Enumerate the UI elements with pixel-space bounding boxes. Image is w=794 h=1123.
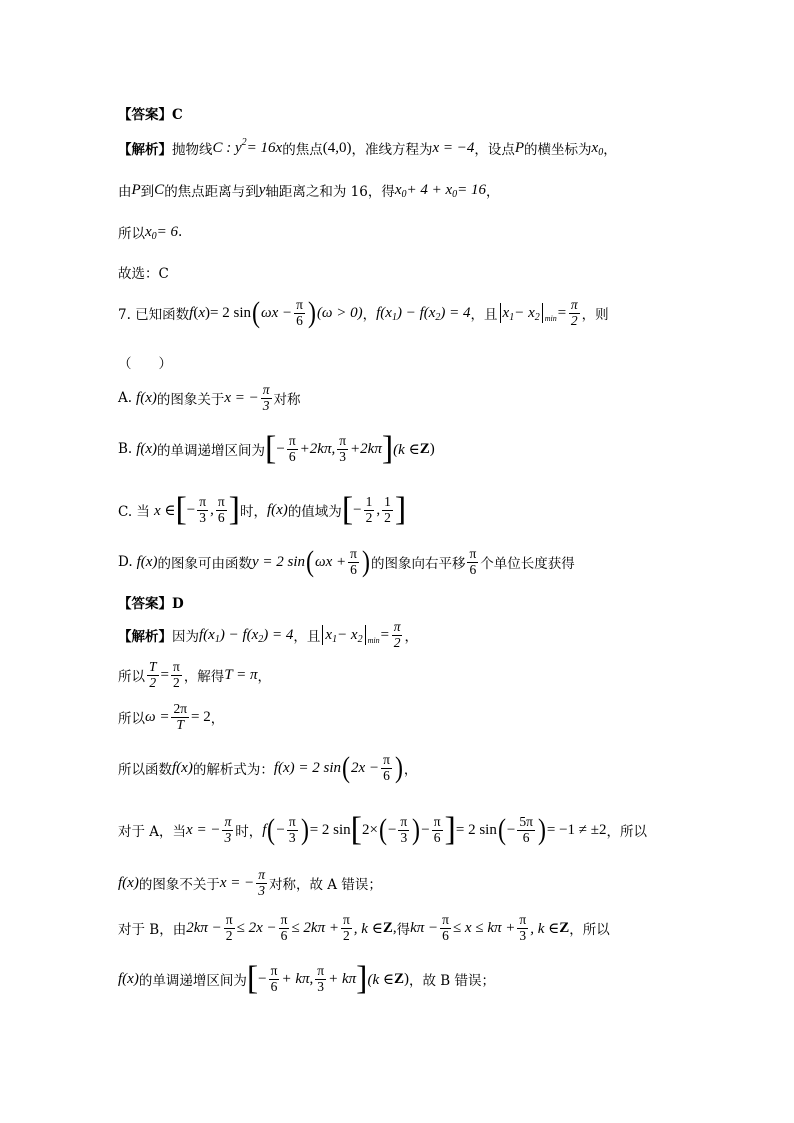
formula: f ( x ) = 2 sin ( ωx − $\frac{\pi}{6}$ ) (ω > 0) <box>189 296 363 330</box>
formula: x ∈ [ − $\frac{\pi}{3}$ , $\frac{\pi}{6}$ ] <box>153 491 240 528</box>
formula: x = − $\frac{\pi}{3}$ <box>186 813 232 845</box>
formula: $\frac{T}{2}$ = $\frac{\pi}{2}$ <box>149 659 180 690</box>
analysis-line-6-1 <box>118 138 617 158</box>
formula: x = − $\frac{\pi}{3}$ <box>219 867 265 898</box>
text: 所以 <box>118 669 145 686</box>
formula: (4,0) <box>322 139 352 156</box>
formula: f(x) <box>118 874 139 891</box>
text: 故选：C <box>118 266 169 282</box>
text: （ ） <box>118 356 172 372</box>
option-label: C. 当 <box>118 504 150 520</box>
answer-tag: 【答案】D <box>118 596 184 612</box>
text: ，解得 <box>183 669 225 686</box>
text: ， <box>603 142 617 158</box>
text: 时， <box>235 824 263 840</box>
option-label: B. <box>118 441 133 457</box>
answer-tag: 【答案】C <box>118 107 183 123</box>
text: ， <box>362 307 377 324</box>
formula: f(x 1 ) − f(x 2 ) = 4 <box>199 626 294 645</box>
text: 由 <box>118 184 132 200</box>
formula: f(x) <box>136 440 158 457</box>
text: 的图象向右平移 <box>370 556 466 573</box>
formula: C <box>154 181 165 198</box>
formula: C : y 2 = 16x <box>212 136 283 156</box>
formula: x 0 = 6 <box>145 223 179 242</box>
text: 对于 B，由 <box>118 922 187 939</box>
option-a <box>118 383 301 414</box>
text: 的图象不关于 <box>138 877 220 894</box>
text: 因为 <box>172 629 199 646</box>
analysis-line-7-3 <box>118 702 224 733</box>
formula: x 1 − x 2 min = $\frac{\pi}{2}$ <box>320 620 404 651</box>
text: 所以 <box>118 226 145 242</box>
text: 的单调递增区间为 <box>157 443 266 459</box>
formula: x 1 − x 2 min = $\frac{\pi}{2}$ <box>498 298 582 329</box>
text: ， <box>257 669 272 686</box>
formula: ω = $\frac{2\pi}{T}$ = 2 <box>145 701 211 732</box>
analysis-line-6-2 <box>118 180 500 200</box>
text: 的图象可由函数 <box>157 556 252 573</box>
answer-line-6 <box>118 103 183 123</box>
formula: y = 2 sin ( ωx + $\frac{\pi}{6}$ ) <box>251 545 370 579</box>
formula: f(x 1 ) − f(x 2 ) = 4 <box>376 304 471 323</box>
option-label: D. <box>118 554 133 571</box>
analysis-line-7-5 <box>118 813 647 847</box>
text: 对称 <box>273 392 301 409</box>
text: ，所以 <box>569 922 610 939</box>
text: 的单调递增区间为 <box>138 973 247 989</box>
text: 到 <box>140 184 155 200</box>
analysis-line-7-8 <box>118 962 495 996</box>
text: ，且 <box>470 307 498 324</box>
analysis-line-7-1 <box>118 620 418 651</box>
text: 对于 A，当 <box>118 824 187 840</box>
text: ， <box>404 629 418 646</box>
analysis-line-7-2 <box>118 660 271 691</box>
text: ，所以 <box>606 824 648 840</box>
formula: f(x) = 2 sin ( 2x − $\frac{\pi}{6}$ ) <box>273 751 403 785</box>
formula: x = −4 <box>432 139 475 156</box>
analysis-line-7-6 <box>118 868 382 899</box>
formula: f(x) <box>136 553 158 570</box>
text: 的横坐标为 <box>524 142 592 158</box>
text: ，则 <box>581 307 609 324</box>
text: ， <box>210 711 225 728</box>
text: 轴距离之和为 16，得 <box>265 184 395 200</box>
text: ，设点 <box>474 142 515 158</box>
formula: f(x) <box>136 389 157 406</box>
choice-line-6 <box>118 262 169 282</box>
text: ， <box>403 762 418 779</box>
text: ，故 B 错误； <box>408 973 495 989</box>
text: 得 <box>396 922 411 939</box>
text: ，准线方程为 <box>351 142 433 158</box>
text: 所以函数 <box>118 762 172 779</box>
option-d <box>118 547 575 578</box>
text: 所以 <box>118 711 145 728</box>
formula: [ − $\frac{\pi}{6}$ + kπ, $\frac{\pi}{3}$ + kπ ] (k ∈ Z ) <box>246 960 409 997</box>
text: 7. 已知函数 <box>118 307 190 324</box>
text: ，且 <box>293 629 321 646</box>
analysis-line-7-7 <box>118 913 610 944</box>
formula: f(x) <box>118 970 139 987</box>
formula: x = − $\frac{\pi}{3}$ <box>224 382 270 413</box>
question-7-stem <box>118 298 609 329</box>
formula: y <box>258 181 266 198</box>
text: 的焦点距离与到 <box>164 184 259 200</box>
option-c <box>118 493 406 527</box>
analysis-line-6-3 <box>118 222 182 242</box>
formula: [ − $\frac{1}{2}$ , $\frac{1}{2}$ ] <box>341 491 407 528</box>
formula: x 0 <box>591 139 604 158</box>
text: 对称，故 A 错误； <box>269 877 382 894</box>
formula: f(x) <box>266 501 288 518</box>
text: 的焦点 <box>282 142 323 158</box>
text: ， <box>486 184 500 200</box>
question-7-paren <box>118 352 172 372</box>
text: 时， <box>239 504 267 520</box>
analysis-tag: 【解析】 <box>118 629 172 646</box>
analysis-tag: 【解析】 <box>118 142 172 158</box>
formula: x 0 + 4 + x 0 = 16 <box>394 181 487 200</box>
formula: f(x) <box>172 759 193 776</box>
formula: kπ − $\frac{\pi}{6}$ ≤ x ≤ kπ + $\frac{\pi}{3}$ , k ∈ Z <box>410 912 570 943</box>
text: 个单位长度获得 <box>480 556 575 573</box>
formula: T = π <box>224 666 258 683</box>
analysis-line-7-4 <box>118 753 417 784</box>
text: 抛物线 <box>172 142 213 158</box>
text: 的值域为 <box>287 504 342 520</box>
formula: 2kπ − $\frac{\pi}{2}$ ≤ 2x − $\frac{\pi}{6}$ ≤ 2kπ + $\frac{\pi}{2}$ , k ∈ Z , <box>186 912 397 943</box>
formula: P <box>514 139 525 156</box>
answer-line-7 <box>118 592 184 612</box>
formula: [ − $\frac{\pi}{6}$ +2kπ, $\frac{\pi}{3}$ +2kπ ] (k ∈ Z ) <box>265 430 435 467</box>
formula: $\frac{\pi}{6}$ <box>469 546 477 577</box>
formula: f ( − $\frac{\pi}{3}$ ) = 2 sin [ 2× ( − $\frac{\pi}{3}$ ) − $\frac{\pi}{6}$ ] = 2 sin ( − $\frac{5\pi}{6}$ ) = −1 ≠ ±2 <box>262 811 607 848</box>
text: . <box>178 224 183 240</box>
text: 的解析式为： <box>192 762 274 779</box>
formula: P <box>131 181 141 198</box>
text: 的图象关于 <box>156 392 225 409</box>
option-b <box>118 432 435 466</box>
option-label: A. <box>118 390 133 407</box>
